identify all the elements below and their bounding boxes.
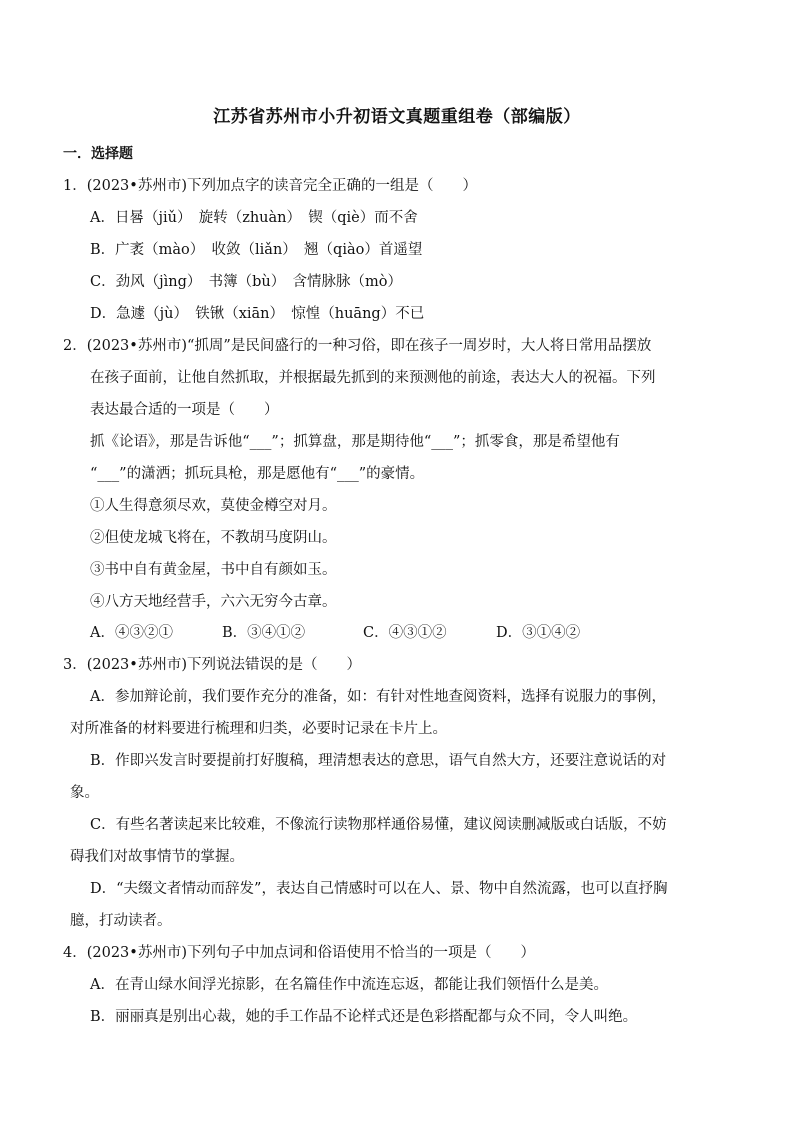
section-heading: 一．选择题 xyxy=(63,146,133,162)
question-2-option-c: C．④③①② xyxy=(363,625,447,641)
question-1-option-c: C．劲风（jìng） 书簿（bù） 含情脉脉（mò） xyxy=(90,274,402,290)
question-2-stem-line-3: 表达最合适的一项是（ ） xyxy=(90,402,279,418)
question-2-sentence-1: ①人生得意须尽欢，莫使金樽空对月。 xyxy=(90,498,337,514)
question-2-sentence-2: ②但使龙城飞将在，不教胡马度阴山。 xyxy=(90,530,337,546)
question-2-sentence-4: ④八方天地经营手，六六无穷今古章。 xyxy=(90,594,337,610)
question-3-stem: 3．(2023•苏州市)下列说法错误的是（ ） xyxy=(63,657,361,673)
question-3-option-a-line-1: A．参加辩论前，我们要作充分的准备，如：有针对性地查阅资料，选择有说服力的事例， xyxy=(90,689,666,705)
question-2-sentence-3: ③书中自有黄金屋，书中自有颜如玉。 xyxy=(90,562,337,578)
question-3-option-c-line-2: 碍我们对故事情节的掌握。 xyxy=(70,849,244,865)
question-3-option-a-line-2: 对所准备的材料要进行梳理和归类，必要时记录在卡片上。 xyxy=(70,721,447,737)
question-2-context-line-1: 抓《论语》，那是告诉他“___”；抓算盘，那是期待他“___”；抓零食，那是希望他有 xyxy=(90,434,620,450)
question-2-context-line-2: “___”的潇洒；抓玩具枪，那是愿他有“___”的豪情。 xyxy=(90,466,425,482)
question-2-stem-line-2: 在孩子面前，让他自然抓取，并根据最先抓到的来预测他的前途，表达大人的祝福。下列 xyxy=(90,370,656,386)
question-2-option-b: B．③④①② xyxy=(222,625,306,641)
question-4-option-b: B．丽丽真是别出心裁，她的手工作品不论样式还是色彩搭配都与众不同，令人叫绝。 xyxy=(90,1009,638,1025)
question-1-option-b: B．广袤（mào） 收敛（liǎn） 翘（qiào）首遥望 xyxy=(90,242,423,258)
question-1-option-d: D．急遽（jù） 铁锹（xiān） 惊惶（huāng）不已 xyxy=(90,306,425,322)
question-2-option-a: A．④③②① xyxy=(90,625,173,641)
question-1-option-a: A．日晷（jiǔ） 旋转（zhuàn） 锲（qiè）而不舍 xyxy=(90,210,418,226)
question-3-option-d-line-1: D．“夫缀文者情动而辞发”，表达自己情感时可以在人、景、物中自然流露，也可以直抒胸 xyxy=(90,881,668,897)
page-title: 江苏省苏州市小升初语文真题重组卷（部编版） xyxy=(213,107,581,127)
question-3-option-c-line-1: C．有些名著读起来比较难，不像流行读物那样通俗易懂，建议阅读删减版或白话版，不妨 xyxy=(90,817,667,833)
question-1-stem: 1．(2023•苏州市)下列加点字的读音完全正确的一组是（ ） xyxy=(63,178,477,194)
question-4-option-a: A．在青山绿水间浮光掠影，在名篇佳作中流连忘返，都能让我们领悟什么是美。 xyxy=(90,977,608,993)
question-3-option-b-line-2: 象。 xyxy=(70,785,99,801)
question-2-option-d: D．③①④② xyxy=(496,625,581,641)
question-3-option-b-line-1: B．作即兴发言时要提前打好腹稿，理清想表达的意思，语气自然大方，还要注意说话的对 xyxy=(90,753,667,769)
question-4-stem: 4．(2023•苏州市)下列句子中加点词和俗语使用不恰当的一项是（ ） xyxy=(63,945,535,961)
question-2-stem-line-1: 2．(2023•苏州市)“抓周”是民间盛行的一种习俗，即在孩子一周岁时，大人将日常用品摆放 xyxy=(63,338,652,354)
question-3-option-d-line-2: 臆，打动读者。 xyxy=(70,913,172,929)
